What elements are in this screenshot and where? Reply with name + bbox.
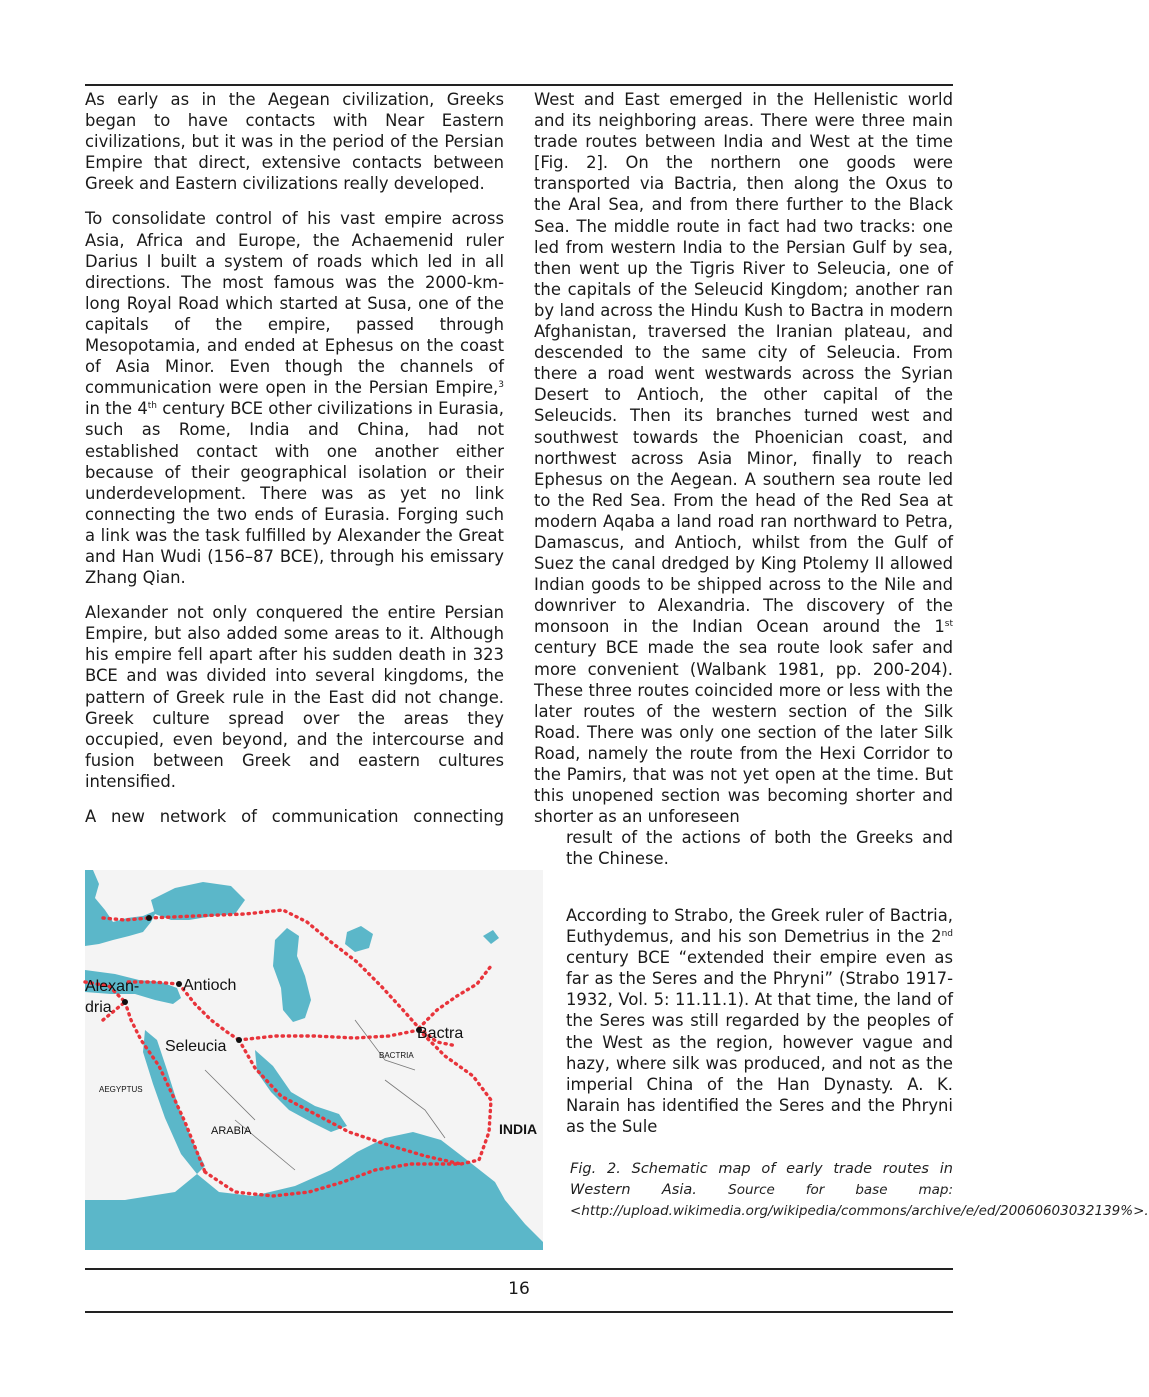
map-label-india: INDIA: [499, 1121, 538, 1137]
text-run: in the 4: [85, 399, 148, 419]
paragraph: Alexander not only conquered the entire Persian Empire, but also added some areas to it. Although his empire fell apart after his sudden death in 323 BCE and was divided into several kingdoms, the pattern of Greek rule in the East did not change. Greek culture spread over the areas they occupied, even beyond, and the intercourse and fusion between Greek and eastern cultures intensified.: [85, 603, 504, 791]
footnote-ref[interactable]: 3: [498, 380, 504, 391]
map-label-arabia: ARABIA: [211, 1125, 252, 1137]
text-run: century BCE other civilizations in Eurasia, such as Rome, India and China, had not established contact with one another either because of their geographical isolation or their underdevelopment. There was as yet no link connecting the two ends of Eurasia. Forging such a link was the task fulfilled by Alexander the Great and Han Wudi (156–87 BCE), through his emissary Zhang Qian.: [85, 399, 504, 588]
text-run: To consolidate control of his vast empire across Asia, Africa and Europe, the Achaemenid ruler Darius I built a system of roads which led in all directions. The most famous was the 2000-km-long Royal Road which started at Susa, one of the capitals of the empire, passed through Mesopotamia, and ended at Ephesus on the coast of Asia Minor. Even though the channels of communication were open in the Persian Empire,: [85, 209, 504, 398]
paragraph: [566, 905, 953, 1137]
city-marker-west: [146, 915, 152, 921]
city-marker-antioch: [176, 981, 182, 987]
map-label-seleucia: Seleucia: [165, 1038, 227, 1055]
caption-source[interactable]: Source for base map: <http://upload.wikimedia.org/wikipedia/commons/archive/e/ed/20060603032139%>.: [570, 1182, 1149, 1219]
text-run: century BCE made the sea route look safer and more convenient (Walbank 1981, pp. 200-204). These three routes coincided more or less with the later routes of the western section of the Silk Road. There was only one section of the later Silk Road, namely the route from the Hexi Corridor to the Pamirs, that was not yet open at the time. But this unopened section was becoming shorter and shorter as an unforeseen: [534, 638, 953, 827]
superscript: th: [147, 401, 158, 412]
right-column: [534, 89, 953, 869]
map-label-alexandria: Alexan-: [85, 978, 140, 995]
paragraph: As early as in the Aegean civilization, Greeks began to have contacts with Near Eastern civilizations, but it was in the period of the Persian Empire that direct, extensive contacts between Greek and Eastern civilizations really developed.: [85, 90, 504, 194]
paragraph: A new network of communication connecting: [85, 807, 504, 826]
right-column-continued: [566, 905, 953, 1151]
text-run: West and East emerged in the Hellenistic world and its neighboring areas. There were three main trade routes between India and West at the time [Fig. 2]. On the northern one goods were transported via Bactria, then along the Oxus to the Aral Sea, and from there further to the Black Sea. The middle route in fact had two tracks: one led from western India to the Persian Gulf by sea, then went up the Tigris River to Seleucia, one of the capitals of the Seleucid Kingdom; another ran by land across the Hindu Kush to Bactra in modern Afghanistan, traversed the Iranian plateau, and descended to the same city of Seleucia. From there a road went westwards across the Syrian Desert to Antioch, the other capital of the Seleucids. Then its branches turned west and southwest towards the Phoenician coast, and northwest across Asia Minor, finally to reach Ephesus on the Aegean. A southern sea route led to the Red Sea. From the head of the Red Sea at modern Aqaba a land road ran northward to Petra, Damascus, and Antioch, whilst from the Gulf of Suez the canal dredged by King Ptolemy II allowed Indian goods to be shipped across to the Nile and downriver to Alexandria. The discovery of the monsoon in the Indian Ocean around the 1: [534, 90, 953, 637]
text-run: result of the actions of both the Greeks and the Chinese.: [566, 828, 953, 869]
left-column: [85, 89, 504, 841]
paragraph: [85, 208, 504, 588]
map-label-antioch: Antioch: [183, 977, 237, 994]
city-marker-alexandria: [122, 999, 128, 1005]
superscript: st: [944, 619, 953, 630]
text-run: century BCE “extended their empire even as far as the Seres and the Phryni” (Strabo 1917-1932, Vol. 5: 11.11.1). At that time, the land of the Seres was still regarded by the peoples of the West as the region, however vague and hazy, where silk was produced, and not as the imperial China of the Han Dynasty. A. K. Narain has identified the Seres and the Phryni as the Sule: [566, 948, 953, 1136]
text-run: According to Strabo, the Greek ruler of Bactria, Euthydemus, and his son Demetrius in the 2: [566, 906, 953, 947]
map-label-alexandria-2: dria: [85, 999, 112, 1016]
caption-title: Fig. 2. Schematic map of early trade routes in Western Asia.: [570, 1161, 953, 1198]
footer-rule-top: [85, 1268, 953, 1270]
top-rule: [85, 84, 953, 86]
figure-caption: [570, 1159, 1149, 1222]
superscript: nd: [941, 929, 953, 940]
trade-routes-map: [85, 870, 543, 1250]
paragraph: [534, 89, 953, 869]
map-label-aegyptus: AEGYPTUS: [99, 1085, 143, 1094]
map-label-bactra: Bactra: [417, 1025, 464, 1042]
page-number: 16: [508, 1279, 530, 1299]
footer-rule-bottom: [85, 1311, 953, 1313]
city-marker-seleucia: [236, 1037, 242, 1043]
map-label-bactria: BACTRIA: [379, 1051, 414, 1060]
